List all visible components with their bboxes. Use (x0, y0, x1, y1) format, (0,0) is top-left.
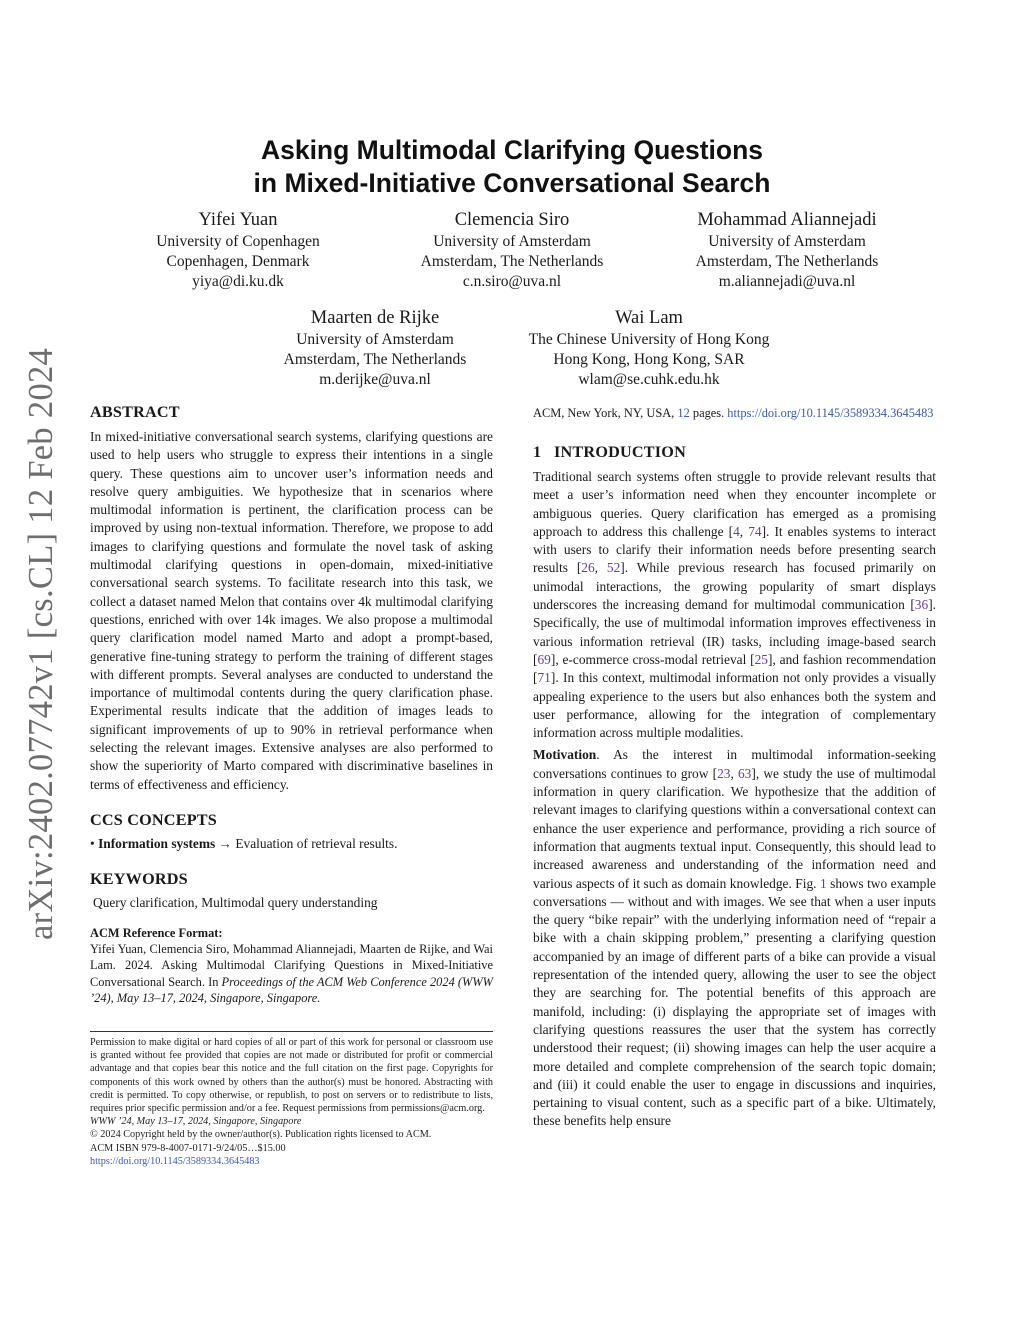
citation-link[interactable]: 74 (748, 523, 762, 539)
intro-paragraph-2 (533, 746, 936, 1130)
figure-reference-link[interactable]: 1 (819, 875, 827, 891)
author-block (499, 307, 799, 390)
acm-reference-continuation (533, 405, 936, 422)
permission-text: Permission to make digital or hard copies of all or part of this work for personal or classroom use is granted without fee provided that copies are not made or distributed for profit or commercial advantage and that copies bear this notice and the full citation on the first page. Copyrights for components of this work owned by others than the author(s) must be honored. Abstracting with credit is permitted. To copy otherwise, or republish, to post on servers or to redistribute to lists, requires prior specific permission and/or a fee. Request permissions from permissions@acm.org. (90, 1037, 493, 1115)
author-email[interactable]: m.aliannejadi@uva.nl (718, 273, 856, 290)
citation-link[interactable]: 69 (537, 651, 551, 667)
abstract-heading: ABSTRACT (90, 403, 180, 421)
intro-text: ], and fashion recommendation [ (533, 651, 936, 686)
ccs-arrow: → (218, 835, 232, 851)
motivation-lead: Motivation (533, 747, 597, 763)
author-location: Amsterdam, The Netherlands (420, 253, 604, 270)
author-affiliation: University of Amsterdam (296, 331, 454, 348)
author-email[interactable]: c.n.siro@uva.nl (462, 273, 562, 290)
keywords-text: Query clarification, Multimodal query understanding (93, 895, 378, 911)
pages-word: pages. (692, 406, 725, 420)
acm-reference-doi-link[interactable]: https://doi.org/10.1145/3589334.3645483 (727, 406, 934, 420)
citation-link[interactable]: 4 (733, 523, 740, 539)
author-block (362, 209, 662, 292)
intro-text: , (730, 765, 738, 781)
author-location: Amsterdam, The Netherlands (695, 253, 879, 270)
author-affiliation: The Chinese University of Hong Kong (528, 331, 770, 348)
acm-reference-heading: ACM Reference Format: (90, 925, 223, 940)
author-name: Yifei Yuan (198, 210, 278, 230)
ccs-item: Evaluation of retrieval results. (235, 835, 398, 851)
footnote-doi-link[interactable]: https://doi.org/10.1145/3589334.3645483 (90, 1155, 260, 1167)
author-email[interactable]: m.derijke@uva.nl (319, 371, 431, 388)
author-affiliation: University of Amsterdam (433, 233, 591, 250)
ccs-bullet: • (90, 835, 95, 851)
author-location: Amsterdam, The Netherlands (283, 351, 467, 368)
citation-link[interactable]: 71 (537, 670, 551, 686)
author-email[interactable]: yiya@di.ku.dk (192, 273, 284, 290)
author-affiliation: University of Copenhagen (156, 233, 320, 250)
abstract-text: In mixed-initiative conversational search systems, clarifying questions are used to help users who struggle to express their intentions in a single query. These questions aim to uncover user’s information needs and resolve query ambiguities. We hypothesize that in scenarios where multimodal information is pertinent, the clarification process can be improved by using non-textual information. Therefore, we propose to add images to clarifying questions and formulate the novel task of asking multimodal clarifying questions in open-domain, mixed-initiative conversational search systems. To facilitate research into this task, we collect a dataset named Melon that contains over 4k multimodal clarifying questions, enriched with over 14k images. We also propose a multimodal query clarification model named Marto and adopt a prompt-based, generative fine-tuning strategy to perform the training of different stages with different prompts. Several analyses are conducted to understand the importance of multimodal contents during the query clarification phase. Experimental results indicate that the addition of images leads to significant improvements of up to 90% in retrieval performance when selecting the relevant images. Extensive analyses are also performed to show the superiority of Marto compared with discriminative baselines in terms of effectiveness and efficiency. (90, 429, 493, 792)
ccs-concept (90, 835, 493, 853)
citation-link[interactable]: 25 (754, 651, 768, 667)
author-location: Hong Kong, Hong Kong, SAR (553, 351, 745, 368)
intro-text: ]. It enables systems to interact with users to clarify their information needs before presenting search results [ (533, 523, 936, 576)
introduction-heading (533, 442, 936, 462)
keywords-heading: KEYWORDS (90, 870, 188, 889)
intro-text: shows two example conversations — without and with images. We see that when a user inputs the query “bike repair” with the underlying information need of “repair a bike with a chain skipping problem,” presenting a clarifying question accompanied by an image of different parts of a bike can provide a visual representation of the intended query, allowing the user to see the object they are searching for. The potential benefits of this approach are manifold, including: (i) displaying the appropriate set of images with clarifying questions reassures the user that the system has correctly understood their request; (ii) showing images can help the user acquire a more detailed and complete comprehension of the search topic domain; and (iii) it could enable the user to engage in discussions and inquiries, pertaining to visual content, such as a specific part of a bike. Ultimately, these benefits help ensure (533, 875, 936, 1129)
intro-paragraph-1 (533, 468, 936, 742)
section-title: INTRODUCTION (554, 443, 686, 461)
author-name: Clemencia Siro (454, 210, 570, 230)
acm-reference-authors: Yifei Yuan, Clemencia Siro, Mohammad Aliannejadi, Maarten de Rijke, and Wai Lam. 2024. Asking Multimodal Clarifying Questions in Mixed-Initiative Conversational Search. In (90, 941, 493, 989)
intro-text: . As the interest in multimodal information-seeking conversations continues to grow [ (533, 747, 936, 781)
intro-text: ]. Specifically, the use of multimodal information improves effectiveness in various information retrieval (IR) tasks, including image-based search [ (533, 597, 936, 667)
author-block (225, 307, 525, 390)
author-name: Maarten de Rijke (310, 308, 440, 328)
paper-title (0, 134, 1024, 200)
author-block (88, 209, 388, 292)
isbn-line: ACM ISBN 979-8-4007-0171-9/24/05…$15.00 (90, 1142, 286, 1154)
paper-title-line-2: in Mixed-Initiative Conversational Search (253, 168, 771, 198)
intro-text: ], e-commerce cross-modal retrieval [ (550, 651, 755, 667)
author-affiliation: University of Amsterdam (708, 233, 866, 250)
author-name: Wai Lam (615, 308, 683, 328)
paper-title-line-1: Asking Multimodal Clarifying Questions (260, 135, 764, 165)
citation-link[interactable]: 26 (581, 560, 595, 576)
intro-text: ]. While previous research has focused primarily on unimodal interactions, the growing popularity of smart displays underscores the increasing demand for multimodal communication [ (533, 560, 936, 613)
page-count: 12 (677, 406, 690, 420)
author-email[interactable]: wlam@se.cuhk.edu.hk (578, 371, 720, 388)
author-name: Mohammad Aliannejadi (697, 210, 877, 230)
right-column (533, 405, 936, 1131)
citation-link[interactable]: 36 (914, 597, 929, 613)
citation-link[interactable]: 63 (737, 765, 752, 781)
section-number: 1 (533, 443, 542, 461)
arxiv-identifier-stamp: arXiv:2402.07742v1 [cs.CL] 12 Feb 2024 (22, 347, 60, 940)
intro-text: , (594, 560, 607, 576)
intro-text: Traditional search systems often struggle to provide relevant results that meet a user’s information need when they encounter incomplete or ambiguous queries. Query clarification has emerged as a promising approach to address this challenge [ (533, 469, 936, 539)
acm-reference-publisher: ACM, New York, NY, USA, (533, 406, 675, 420)
acm-reference-venue: Proceedings of the ACM Web Conference 2024 (WWW ’24), May 13–17, 2024, Singapore, Singapore. (90, 974, 493, 1006)
conference-line: WWW ’24, May 13–17, 2024, Singapore, Singapore (90, 1116, 302, 1128)
footnote-divider (90, 1031, 493, 1032)
ccs-heading: CCS CONCEPTS (90, 810, 217, 829)
citation-link[interactable]: 52 (606, 560, 621, 576)
left-column (90, 402, 493, 1007)
intro-text: ], we study the use of multimodal information in query clarification. We hypothesize that the addition of relevant images to clarifying questions within a conversational context can enhance the user experience and performance, providing a rich source of information that augments textual input. Consequently, this should lead to increased awareness and understanding of the information need and various aspects of it such as domain knowledge. Fig. (533, 765, 936, 891)
ccs-category: Information systems (98, 835, 216, 851)
citation-link[interactable]: 23 (717, 765, 731, 781)
intro-text: , (739, 523, 749, 539)
intro-text: ]. In this context, multimodal information not only provides a visually appealing experience to the users but also enhances both the system and user performance, allowing for the integration of complementary information across multiple modalities. (533, 670, 936, 741)
author-location: Copenhagen, Denmark (166, 253, 310, 270)
permission-footnote (90, 1036, 493, 1168)
copyright-line: © 2024 Copyright held by the owner/author(s). Publication rights licensed to ACM. (90, 1129, 432, 1141)
acm-reference-text (90, 941, 493, 1007)
author-block (637, 209, 937, 292)
